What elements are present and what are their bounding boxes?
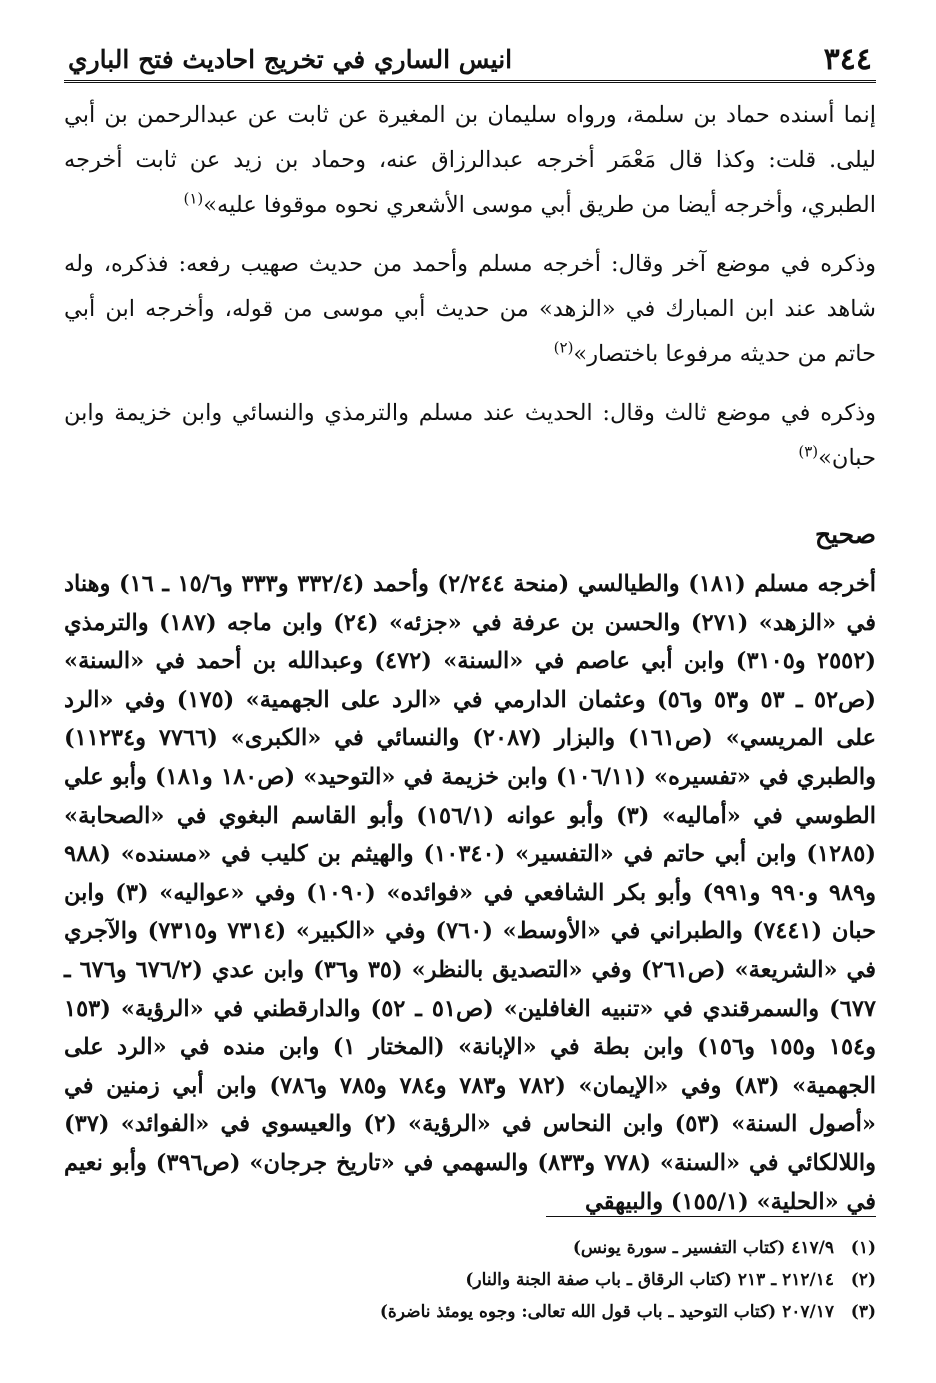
- footnote-marker: (١): [183, 189, 204, 208]
- footnote-number: (١): [850, 1238, 876, 1258]
- book-page: [64, 36, 876, 1366]
- footnote-divider: [546, 1216, 876, 1217]
- book-title: انيس الساري في تخريج احاديث فتح الباري: [68, 45, 513, 74]
- footnote-marker: (٢): [553, 338, 574, 357]
- running-header: [64, 36, 876, 83]
- footnote-text: ٢٠٧/١٧ (كتاب التوحيد ـ باب قول الله تعالى: وجوه يومئذ ناضرة): [379, 1302, 834, 1322]
- footnote-number: (٢): [850, 1270, 876, 1290]
- footnote-1: [64, 1232, 876, 1264]
- footnote-marker: (٣): [798, 442, 819, 461]
- page-number: ٣٤٤: [823, 42, 872, 77]
- footnotes: [64, 1232, 876, 1328]
- footnote-2: [64, 1264, 876, 1296]
- paragraph-text: وذكره في موضع ثالث وقال: الحديث عند مسلم والترمذي والنسائي وابن خزيمة وابن حبان»: [64, 400, 876, 471]
- section-heading: صحيح: [814, 520, 876, 549]
- paragraph-text: إنما أسنده حماد بن سلمة، ورواه سليمان بن المغيرة عن ثابت عن عبدالرحمن بن أبي ليلى. قلت: وكذا قال مَعْمَر أخرجه عبدالرزاق عنه، وحماد بن زيد عن ثابت أخرجه الطبري، وأخرجه أيضا من طريق أبي موسى الأشعري نحوه موقوفا عليه»: [64, 102, 876, 218]
- footnote-3: [64, 1296, 876, 1328]
- takhrij-text: أخرجه مسلم (١٨١) والطيالسي (منحة ٢/٢٤٤) وأحمد (٣٣٢/٤ و٣٣٣ و١٥/٦ ـ ١٦) وهناد في «الزهد» (٢٧١) والحسن بن عرفة في «جزئه» (٢٤) وابن ماجه (١٨٧) والترمذي (٢٥٥٢ و٣١٠٥) وابن أبي عاصم في «السنة» (٤٧٢) وعبدالله بن أحمد في «السنة» (ص٥٢ ـ ٥٣ و٥٣ و٥٦) وعثمان الدارمي في «الرد على الجهمية» (١٧٥) وفي «الرد على المريسي» (ص١٦١) والبزار (٢٠٨٧) والنسائي في «الكبرى» (٧٧٦٦ و١١٢٣٤) والطبري في «تفسيره» (١٠٦/١١) وابن خزيمة في «التوحيد» (ص١٨٠ و١٨١) وأبو علي الطوسي في «أماليه» (٣) وأبو عوانه (١٥٦/١) وأبو القاسم البغوي في «الصحابة» (١٢٨٥) وابن أبي حاتم في «التفسير» (١٠٣٤٠) والهيثم بن كليب في «مسنده» (٩٨٨ و٩٨٩ و٩٩٠ و٩٩١) وأبو بكر الشافعي في «فوائده» (١٠٩٠) وفي «عواليه» (٣) وابن حبان (٧٤٤١) والطبراني في «الأوسط» (٧٦٠) وفي «الكبير» (٧٣١٤ و٧٣١٥) والآجري في «الشريعة» (ص٢٦١) وفي «التصديق بالنظر» (٣٥ و٣٦) وابن عدي (٦٧٦/٢ و٦٧٦ ـ ٦٧٧) والسمرقندي في «تنبيه الغافلين» (ص٥١ ـ ٥٢) والدارقطني في «الرؤية» (١٥٣ و١٥٤ و١٥٥ و١٥٦) وابن بطة في «الإبانة» (المختار ١) وابن منده في «الرد على الجهمية» (٨٣) وفي «الإيمان» (٧٨٢ و٧٨٣ و٧٨٤ و٧٨٥ و٧٨٦) وابن أبي زمنين في «أصول السنة» (٥٣) وابن النحاس في «الرؤية» (٢) والعيسوي في «الفوائد» (٣٧) واللالكائي في «السنة» (٧٧٨ و٨٣٣) والسهمي في «تاريخ جرجان» (ص٣٩٦) وأبو نعيم في «الحلية» (١٥٥/١) والبيهقي: [64, 571, 877, 1215]
- footnote-number: (٣): [850, 1302, 876, 1322]
- paragraph-2: [64, 242, 876, 377]
- paragraph-text: وذكره في موضع آخر وقال: أخرجه مسلم وأحمد من حديث صهيب رفعه: فذكره، وله شاهد عند ابن المبارك في «الزهد» من حديث أبي موسى من قوله، وأخرجه ابن أبي حاتم من حديثه مرفوعا باختصار»: [64, 251, 876, 367]
- footnote-text: ٢١٢/١٤ ـ ٢١٣ (كتاب الرقاق ـ باب صفة الجنة والنار): [465, 1270, 834, 1290]
- paragraph-3: [64, 391, 876, 481]
- paragraph-1: [64, 93, 876, 228]
- footnote-text: ٤١٧/٩ (كتاب التفسير ـ سورة يونس): [572, 1238, 834, 1258]
